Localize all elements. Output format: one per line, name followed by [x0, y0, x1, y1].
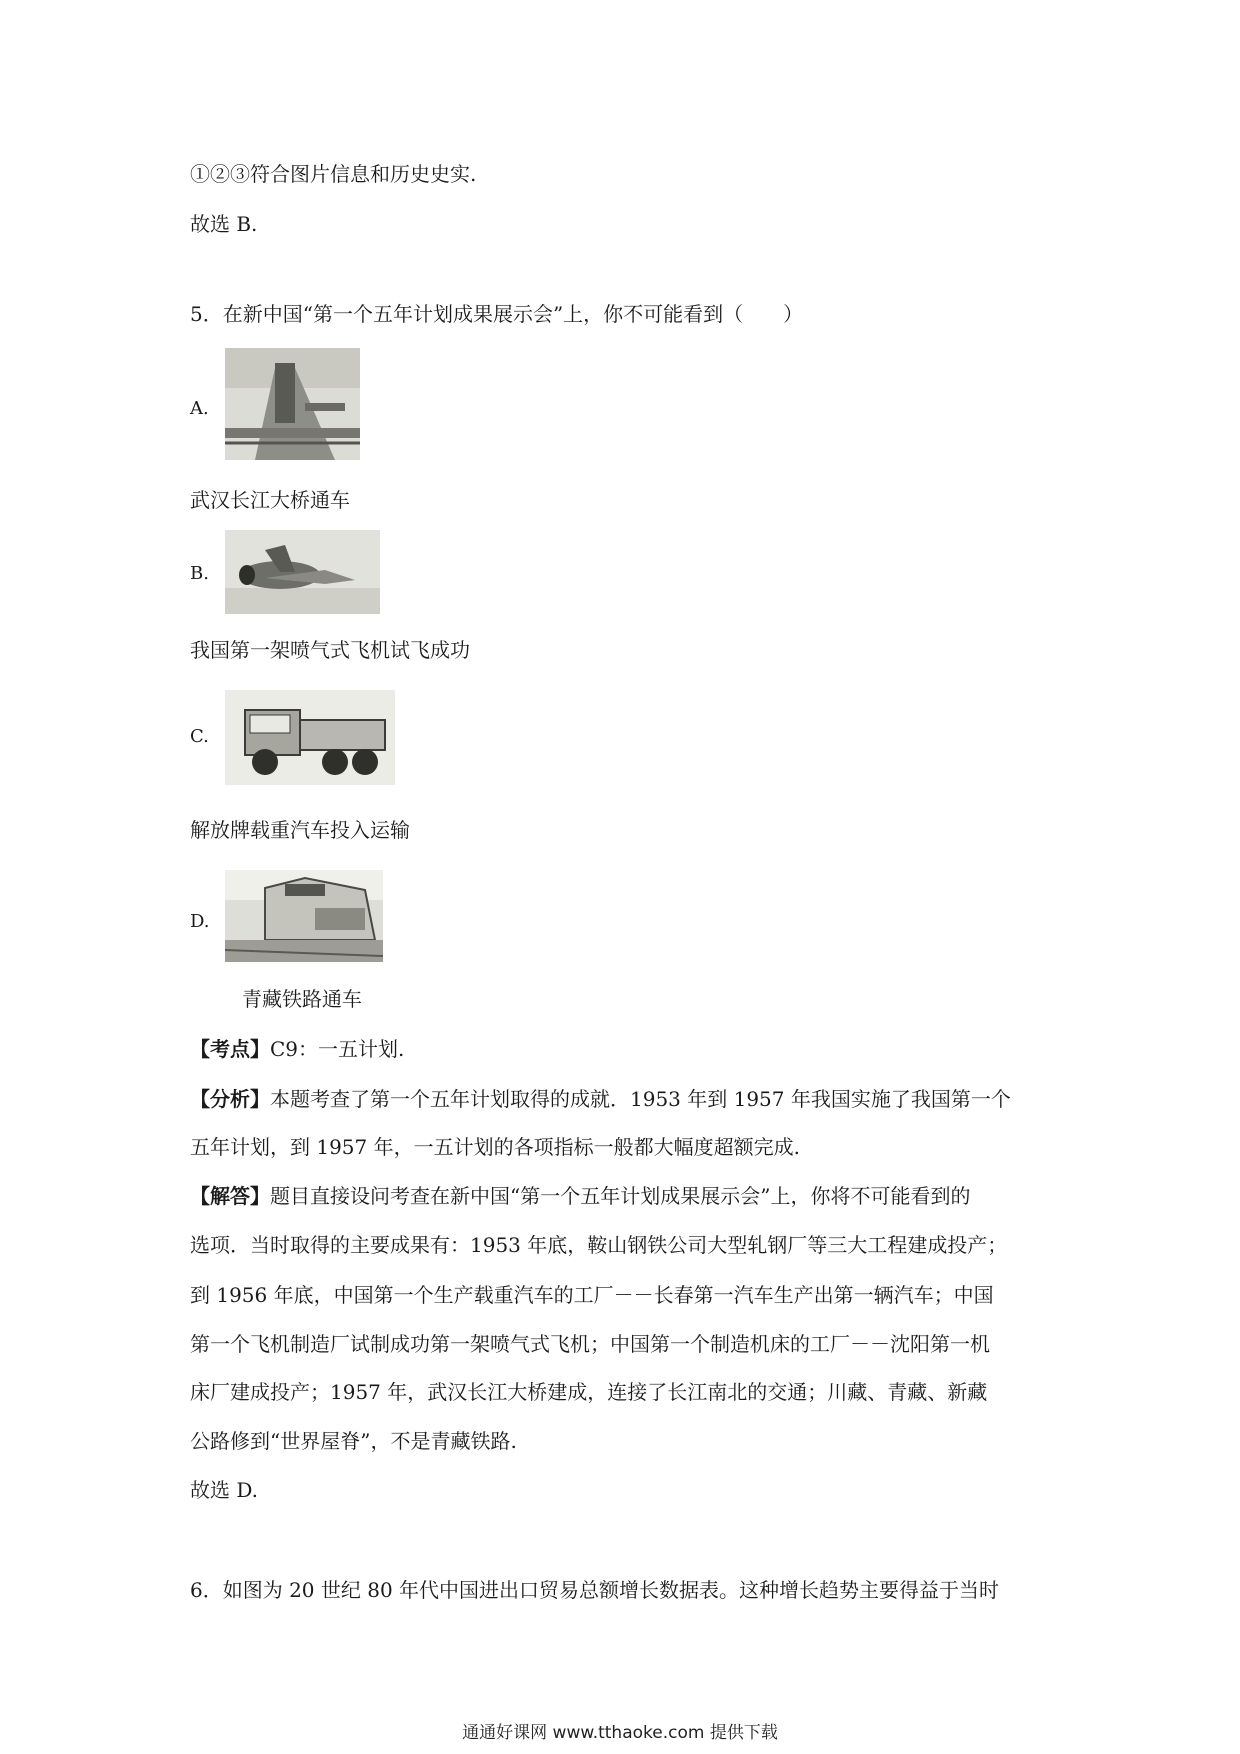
jieda-row-1: [190, 1182, 970, 1210]
jieda-tag: 【解答】: [190, 1184, 270, 1208]
fenxi-row-1: [190, 1085, 1011, 1113]
question-6-stem: 6．如图为 20 世纪 80 年代中国进出口贸易总额增长数据表。这种增长趋势主要得益于当时: [190, 1578, 1000, 1602]
kaodian-tag: 【考点】: [190, 1037, 270, 1061]
option-b-caption: 我国第一架喷气式飞机试飞成功: [190, 638, 470, 662]
option-b-label: B.: [190, 563, 209, 584]
jieda-text-1: 题目直接设问考查在新中国“第一个五年计划成果展示会”上，你将不可能看到的: [270, 1184, 971, 1208]
question-5-stem: 5．在新中国“第一个五年计划成果展示会”上，你不可能看到（ ）: [190, 302, 804, 326]
prev-answer-line: ①②③符合图片信息和历史史实.: [190, 162, 477, 186]
prev-answer-choice: 故选 B.: [190, 212, 258, 236]
option-c-label: C.: [190, 726, 209, 747]
jieda-row-5: 床厂建成投产；1957 年，武汉长江大桥建成，连接了长江南北的交通；川藏、青藏、新藏: [190, 1380, 988, 1404]
jieda-row-3: 到 1956 年底，中国第一个生产载重汽车的工厂－－长春第一汽车生产出第一辆汽车；中国: [190, 1283, 994, 1307]
fenxi-row-2: 五年计划，到 1957 年，一五计划的各项指标一般都大幅度超额完成.: [190, 1135, 800, 1159]
qinghai-tibet-train-photo: [225, 870, 383, 962]
option-d-label: D.: [190, 911, 210, 932]
option-a-label: A.: [190, 398, 209, 419]
page-footer: 通通好课网 www.tthaoke.com 提供下载: [462, 1723, 778, 1743]
truck-photo: [225, 690, 395, 785]
wuhan-bridge-photo: [225, 348, 360, 460]
option-d-caption: 青藏铁路通车: [242, 987, 362, 1011]
jieda-row-2: 选项．当时取得的主要成果有：1953 年底，鞍山钢铁公司大型轧钢厂等三大工程建成投产；: [190, 1233, 1008, 1257]
fenxi-tag: 【分析】: [190, 1087, 270, 1111]
option-c-caption: 解放牌载重汽车投入运输: [190, 818, 410, 842]
fenxi-text-1: 本题考查了第一个五年计划取得的成就．1953 年到 1957 年我国实施了我国第一个: [270, 1087, 1011, 1111]
option-a-caption: 武汉长江大桥通车: [190, 488, 350, 512]
jieda-row-6: 公路修到“世界屋脊”，不是青藏铁路.: [190, 1429, 517, 1453]
question-5-answer: 故选 D.: [190, 1478, 259, 1502]
kaodian-text: C9：一五计划.: [270, 1037, 405, 1061]
jet-plane-photo: [225, 530, 380, 614]
kaodian-row: [190, 1035, 404, 1063]
jieda-row-4: 第一个飞机制造厂试制成功第一架喷气式飞机；中国第一个制造机床的工厂－－沈阳第一机: [190, 1332, 990, 1356]
